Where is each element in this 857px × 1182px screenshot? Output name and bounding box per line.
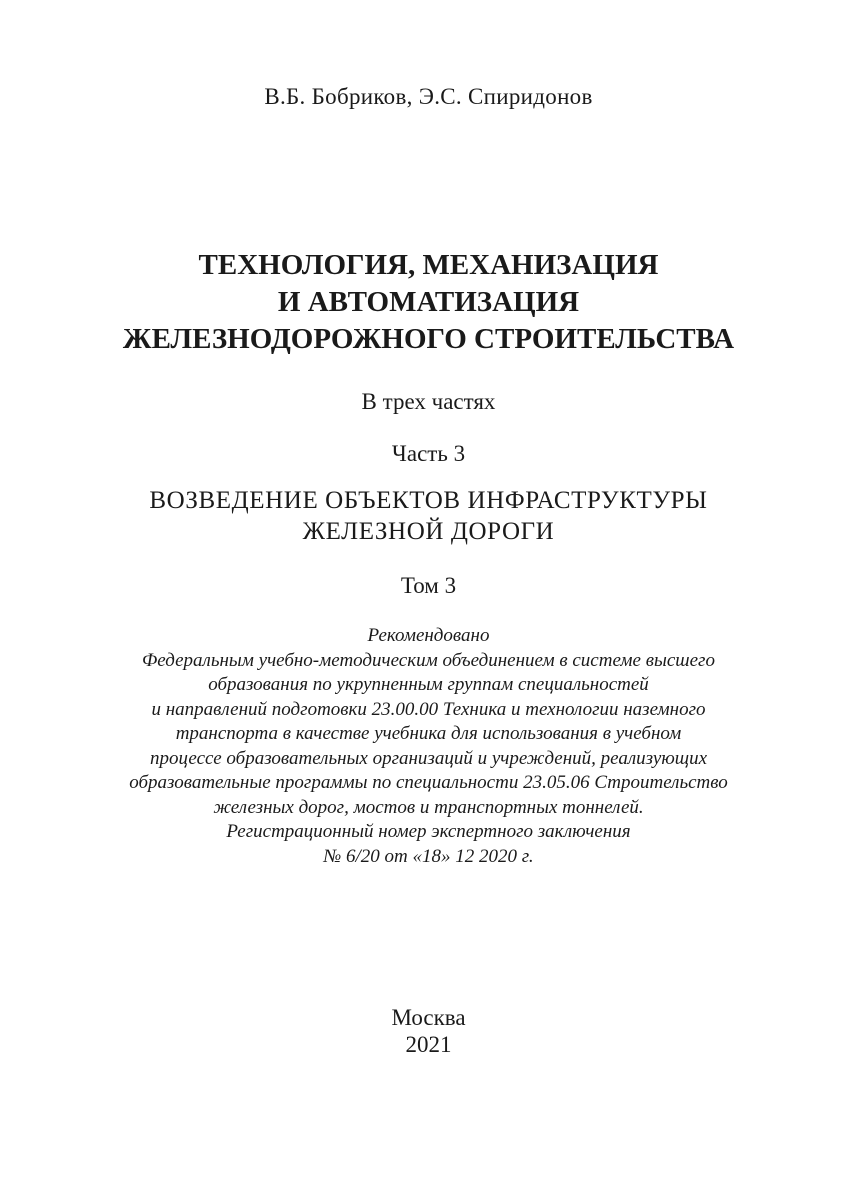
recommendation-line: транспорта в качестве учебника для использования в учебном	[175, 723, 682, 744]
part-title-line-2: ЖЕЛЕЗНОЙ ДОРОГИ	[302, 518, 555, 545]
book-title-line-2: И АВТОМАТИЗАЦИЯ	[277, 286, 580, 318]
recommendation-line: образования по укрупненным группам специальностей	[208, 674, 649, 695]
publication-city: Москва	[391, 1005, 466, 1030]
recommendation-line: и направлений подготовки 23.00.00 Техника и технологии наземного	[151, 699, 706, 720]
part-number: Часть 3	[391, 441, 466, 466]
book-title-line-3: ЖЕЛЕЗНОДОРОЖНОГО СТРОИТЕЛЬСТВА	[122, 323, 735, 355]
recommendation-line: процессе образовательных организаций и учреждений, реализующих	[149, 748, 708, 769]
registration-number: № 6/20 от «18» 12 2020 г.	[323, 846, 534, 867]
publication-year: 2021	[405, 1032, 452, 1057]
volume-number: Том 3	[400, 573, 457, 598]
book-title-line-1: ТЕХНОЛОГИЯ, МЕХАНИЗАЦИЯ	[198, 249, 659, 281]
recommendation-line: Федеральным учебно-методическим объединением в системе высшего	[142, 650, 715, 671]
part-title-line-1: ВОЗВЕДЕНИЕ ОБЪЕКТОВ ИНФРАСТРУКТУРЫ	[149, 487, 708, 514]
authors: В.Б. Бобриков, Э.С. Спиридонов	[264, 84, 593, 109]
recommendation-heading: Рекомендовано	[367, 625, 490, 646]
parts-note: В трех частях	[361, 389, 496, 414]
recommendation-line: Регистрационный номер экспертного заключения	[226, 821, 631, 842]
recommendation-line: образовательные программы по специальности 23.05.06 Строительство	[129, 772, 728, 793]
recommendation-line: железных дорог, мостов и транспортных тоннелей.	[213, 797, 644, 818]
